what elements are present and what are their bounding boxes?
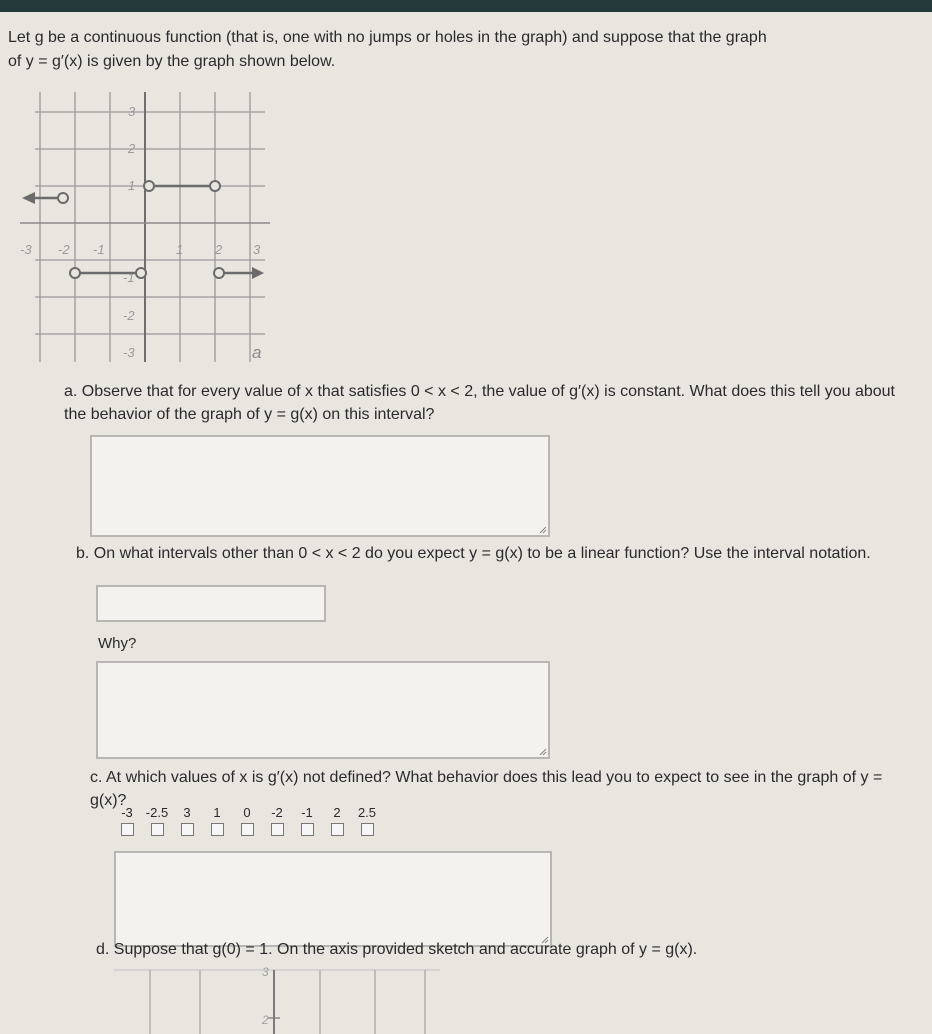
checkbox[interactable] (241, 823, 254, 836)
part-c-answer-box[interactable] (114, 851, 552, 947)
x-tick-1: 1 (176, 242, 184, 257)
x-tick-2: 2 (215, 242, 223, 257)
option-checkbox[interactable]: -2.5 (142, 805, 172, 839)
checkbox[interactable] (211, 823, 224, 836)
checkbox[interactable] (271, 823, 284, 836)
x-tick-neg2: -2 (58, 242, 70, 257)
y-tick-neg1: -1 (123, 270, 135, 285)
option-checkbox[interactable]: 2 (322, 805, 352, 839)
problem-intro (8, 26, 928, 74)
sketch-y-tick-3: 3 (262, 965, 269, 979)
part-a-question: a. Observe that for every value of x that satisfies 0 < x < 2, the value of g′(x) is constant. What does this tell you about the behavior of the graph of y = g(x) on this interval? (64, 383, 895, 423)
intro-line-1: Let g be a continuous function (that is, one with no jumps or holes in the graph) and suppose that the graph (8, 29, 767, 46)
part-b-interval-box[interactable] (96, 585, 326, 622)
option-checkbox[interactable]: -2 (262, 805, 292, 839)
arrow-right (252, 267, 264, 279)
part-a-answer-input[interactable] (92, 437, 552, 539)
open-point (214, 268, 224, 278)
resize-grip-icon[interactable] (539, 526, 547, 534)
y-tick-neg2: -2 (123, 308, 135, 323)
checkbox[interactable] (121, 823, 134, 836)
arrow-left (22, 192, 35, 204)
open-point (70, 268, 80, 278)
part-a-answer-box[interactable] (90, 435, 550, 537)
part-d-question: d. Suppose that g(0) = 1. On the axis provided sketch and accurate graph of y = g(x). (96, 941, 698, 958)
y-tick-3: 3 (128, 104, 136, 119)
checkbox[interactable] (361, 823, 374, 836)
open-point (136, 268, 146, 278)
y-tick-1: 1 (128, 178, 136, 193)
open-point (144, 181, 154, 191)
part-c-question: c. At which values of x is g′(x) not defined? What behavior does this lead you to expect to see in the graph of y = g(x)? (90, 769, 883, 809)
sketch-y-tick-2: 2 (262, 1013, 269, 1027)
checkbox[interactable] (331, 823, 344, 836)
option-checkbox[interactable]: -3 (112, 805, 142, 839)
part-b-why-label: Why? (98, 635, 137, 652)
open-point (58, 193, 68, 203)
option-checkbox[interactable]: 0 (232, 805, 262, 839)
part-c-answer-input[interactable] (116, 853, 554, 949)
part-b-question: b. On what intervals other than 0 < x < 2 do you expect y = g(x) to be a linear function? Use the interval notation. (76, 545, 871, 562)
option-checkbox[interactable]: -1 (292, 805, 322, 839)
checkbox[interactable] (151, 823, 164, 836)
x-tick-neg3: -3 (20, 242, 32, 257)
option-checkbox[interactable]: 1 (202, 805, 232, 839)
resize-grip-icon[interactable] (539, 748, 547, 756)
part-c-options (112, 805, 412, 839)
sketch-axes (110, 960, 450, 1034)
intro-line-2: of y = g′(x) is given by the graph shown below. (8, 53, 336, 70)
derivative-graph (20, 92, 280, 372)
option-checkbox[interactable]: 3 (172, 805, 202, 839)
part-b-why-input[interactable] (98, 663, 552, 761)
top-bar (0, 0, 932, 12)
x-tick-3: 3 (253, 242, 261, 257)
part-b-interval-input[interactable] (98, 587, 328, 622)
checkbox[interactable] (181, 823, 194, 836)
part-b-why-box[interactable] (96, 661, 550, 759)
x-tick-neg1: -1 (93, 242, 105, 257)
graph-caption: a (252, 343, 262, 362)
open-point (210, 181, 220, 191)
checkbox[interactable] (301, 823, 314, 836)
option-checkbox[interactable]: 2.5 (352, 805, 382, 839)
y-tick-2: 2 (128, 141, 136, 156)
y-tick-neg3: -3 (123, 345, 135, 360)
